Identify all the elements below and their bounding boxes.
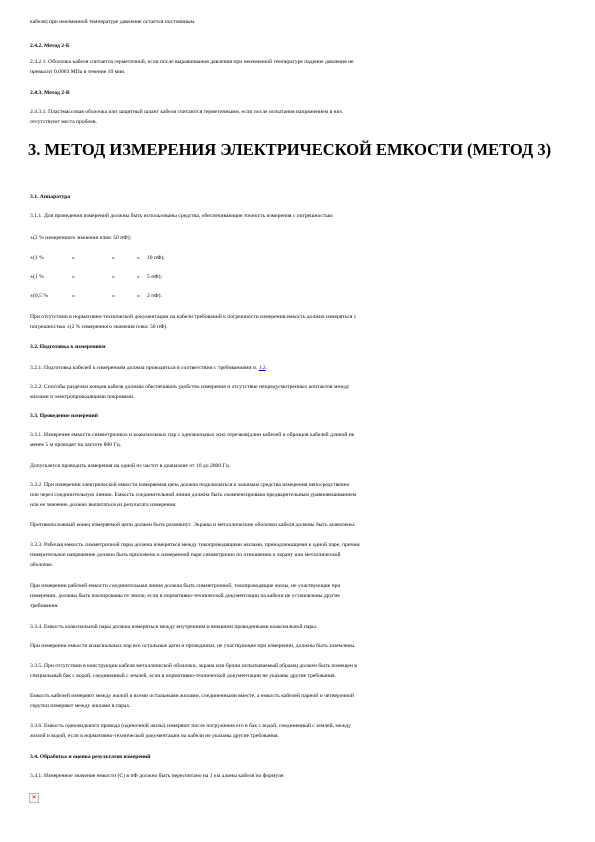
paragraph-line: Емкость кабелей измеряют между жилой и всеми остальными жилами, соединенными вместе, а емкость кабелей парной и четверочной xyxy=(30,693,354,699)
paragraph-line: скрутки измеряют между жилами в парах. xyxy=(30,703,131,709)
paragraph-text: . xyxy=(265,365,268,371)
page-title: 3. МЕТОД ИЗМЕРЕНИЯ ЭЛЕКТРИЧЕСКОЙ ЕМКОСТИ (МЕТОД 3) xyxy=(28,140,552,159)
tolerance-cell: » xyxy=(72,293,75,299)
broken-image-icon xyxy=(29,793,39,803)
tolerance-cell: » xyxy=(112,293,115,299)
paragraph-line: 3.2.2. Способы разделки концов кабеля должны обеспечивать удобство измерения и отсутствие непредусмотренных контактов между xyxy=(30,384,350,390)
paragraph-line: отсутствуют места пробоев. xyxy=(30,119,97,125)
paragraph-line: или ее значение должно вычитаться из результата измерения. xyxy=(30,502,177,508)
tolerance-cell: » xyxy=(72,255,75,261)
tolerance-cell: » xyxy=(137,255,140,261)
tolerance-cell: 10 пФ); xyxy=(147,255,165,261)
tolerance-cell: » xyxy=(112,255,115,261)
tolerance-row xyxy=(30,254,570,264)
paragraph-line: При отсутствии в нормативно-технической документации на кабели требований к погрешности измерения емкость должна измеряться с xyxy=(30,314,357,320)
paragraph-line: 3.3.5. При отсутствии в конструкции кабеля металлической оболочки, экрана или брони испытываемый образец должен быть помещен в xyxy=(30,663,357,669)
paragraph-line: или через соединительную линию. Емкость соединительной линии должна быть скомпенсирована предварительным уравновешиванием xyxy=(30,492,357,498)
paragraph: кабеля) при неизменной температуре давление остается постоянным. xyxy=(30,19,196,25)
tolerance-cell: ±(1 % xyxy=(30,255,44,261)
section-heading: 2.4.3. Метод 2-В xyxy=(30,90,70,96)
tolerance-line: ±(2 % измеренного значения плюс 50 пФ); xyxy=(30,235,132,241)
paragraph-line: специальный бак с водой, соединенный с землей, если в нормативно-технической документации не указаны другие требования. xyxy=(30,673,336,679)
tolerance-cell: » xyxy=(112,274,115,280)
paragraph: 3.4.1. Измеренное значение емкости (С) в пФ должно быть пересчитано на 1 км длины кабеля по формуле: xyxy=(30,773,285,779)
paragraph-line: измерительное напряжение должно быть приложено к измеряемой паре симметрично по отношению к экрану или металлической xyxy=(30,552,341,558)
paragraph: Допускается проводить измерения на одной из частот в диапазоне от 10 до 2000 Гц. xyxy=(30,463,231,469)
section-heading: 3.3. Проведение измерений xyxy=(30,413,98,419)
paragraph: При измерении емкости коаксиальных пар все остальные цепи и проводники, не участвующие при измерении, должны быть заземлены. xyxy=(30,643,356,649)
paragraph: Противоположный конец измеряемой цепи должен быть разомкнут. Экраны и металлические оболочки кабеля должны быть заземлены. xyxy=(30,522,356,528)
paragraph-line: При измерении рабочей емкости соединительная линия должна быть симметричной, токопроводящие жилы, не участвующие при xyxy=(30,583,341,589)
tolerance-row xyxy=(30,292,570,302)
tolerance-cell: ±(1 % xyxy=(30,274,44,280)
paragraph: 3.1.1. Для проведения измерений должны быть использованы средства, обеспечивающие точность измерения с погрешностью: xyxy=(30,213,334,219)
paragraph-line: погрешностью ±(2 % измеренного значения плюс 50 пФ). xyxy=(30,324,168,330)
section-heading: 3.4. Обработка и оценка результатов измерений xyxy=(30,754,151,760)
tolerance-cell: 5 пФ); xyxy=(147,274,163,280)
paragraph-line: измерении, должны быть изолированы от земли, если в нормативно-технической документации на кабели не установлены другие xyxy=(30,593,340,599)
paragraph-line: 3.3.2. При измерении электрической емкости измеряемая цепь должна подключаться к зажимам средства измерения непосредственно xyxy=(30,482,350,488)
broken-image-mark: ✕ xyxy=(31,794,37,801)
paragraph: 3.3.4. Емкость коаксиальной пары должна измеряться между внутренним и внешним проводниками коаксиальной пары. xyxy=(30,624,318,630)
tolerance-cell: » xyxy=(72,274,75,280)
paragraph-line: оболочке. xyxy=(30,562,54,568)
paragraph-line: 2.4.2.1. Оболочка кабеля считается герметичной, если после выравнивания давления при неизменной температуре падение давления не xyxy=(30,59,354,65)
tolerance-cell: 2 пФ). xyxy=(147,293,162,299)
paragraph-line: 3.3.1. Измерение емкости симметричных и коаксиальных пар с одножильных жил отрезков(длин кабелей и образцов кабелей длиной не xyxy=(30,432,355,438)
section-heading: 2.4.2. Метод 2-Б xyxy=(30,43,70,49)
section-reference-link[interactable]: 1.2 xyxy=(258,365,266,371)
paragraph-text: 3.2.1. Подготовка кабелей к измерениям должна проводиться в соответствии с требованиями п. xyxy=(30,365,258,371)
paragraph-line: жилой и водой, если в нормативно-технической документации на кабели не указаны другие требования. xyxy=(30,733,279,739)
tolerance-cell: » xyxy=(137,274,140,280)
paragraph-line: требования. xyxy=(30,603,59,609)
paragraph-line: менее 5 м проводят на частоте 800 Гц. xyxy=(30,442,122,448)
paragraph-line: жилами и электропроводящими покровами. xyxy=(30,394,135,400)
section-heading: 3.1. Аппаратура xyxy=(30,194,71,200)
paragraph-line: 3.3.6. Емкость одножильного провода (одиночной жилы) измеряют после погружения его в бак с водой, соединенный с землей, между xyxy=(30,723,351,729)
paragraph-line: превысит 0,0003 МПа в течение 10 мин. xyxy=(30,69,126,75)
tolerance-cell: » xyxy=(137,293,140,299)
tolerance-row xyxy=(30,273,570,283)
paragraph-line: 2.4.3.1. Пластмассовая оболочка или защитный шланг кабеля считаются герметичными, если после испытания напряжением в них xyxy=(30,109,343,115)
section-heading: 3.2. Подготовка к измерениям xyxy=(30,344,106,350)
paragraph-with-link xyxy=(30,364,570,374)
paragraph-line: 3.3.3. Рабочая емкость симметричной пары должна измеряться между токопроводящими жилами, принадлежащими к одной паре, причем xyxy=(30,542,360,548)
tolerance-cell: ±(0,5 % xyxy=(30,293,48,299)
